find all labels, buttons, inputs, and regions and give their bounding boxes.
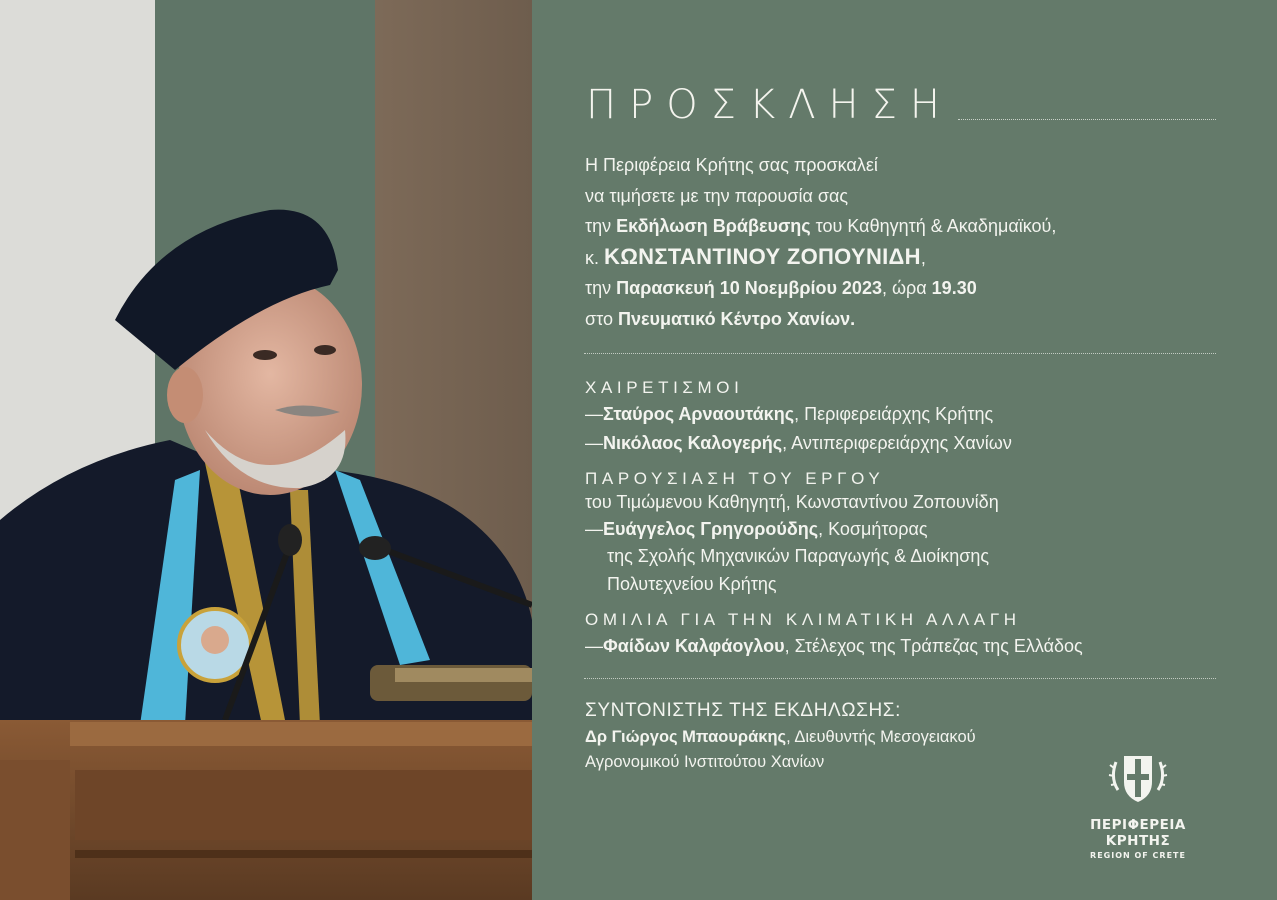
speaker-role-line-2: της Σχολής Μηχανικών Παραγωγής & Διοίκησης: [607, 546, 990, 566]
intro-line-1: Η Περιφέρεια Κρήτης σας προσκαλεί: [585, 155, 878, 175]
coordinator-role: , Διευθυντής Μεσογειακού: [786, 728, 976, 746]
intro-line-3: [585, 211, 1056, 242]
climate-speaker: [585, 636, 1083, 657]
presentation-speaker: [585, 519, 928, 540]
honoree-comma: ,: [920, 247, 926, 268]
date-prefix: την: [585, 278, 617, 298]
greeting-item: [585, 404, 993, 425]
speaker-role: , Στέλεχος της Τράπεζας της Ελλάδος: [784, 636, 1083, 656]
greeting-role: , Περιφερειάρχης Κρήτης: [794, 404, 994, 424]
greeting-name: Σταύρος Αρναουτάκης: [603, 404, 795, 424]
intro-line-3-suffix: του Καθηγητή & Ακαδημαϊκού,: [810, 216, 1057, 236]
coordinator-heading: ΣΥΝΤΟΝΙΣΤΗΣ ΤΗΣ ΕΚΔΗΛΩΣΗΣ:: [585, 700, 902, 721]
region-of-crete-logo: [1058, 748, 1218, 860]
honoree-name: ΚΩΝΣΤΑΝΤΙΝΟΥ ΖΟΠΟΥΝΙΔΗ: [604, 243, 921, 269]
honoree-prefix: κ.: [585, 247, 605, 268]
dash: —: [585, 433, 603, 453]
event-name: Εκδήλωση Βράβευσης: [616, 216, 811, 236]
coordinator-name: Δρ Γιώργος Μπαουράκης: [585, 728, 787, 746]
invitation-intro: [585, 150, 1056, 334]
speaker-role: , Κοσμήτορας: [818, 519, 928, 539]
coordinator-line-2: Αγρονομικού Ινστιτούτου Χανίων: [585, 753, 825, 771]
dash: —: [585, 519, 603, 539]
section-divider: [584, 678, 1216, 679]
time-prefix: , ώρα: [881, 278, 932, 298]
intro-line-3-prefix: την: [585, 216, 617, 236]
intro-line-6: [585, 304, 1056, 335]
dash: —: [585, 636, 603, 656]
invitation-panel: [532, 0, 1277, 900]
event-venue: Πνευματικό Κέντρο Χανίων.: [617, 308, 856, 329]
greeting-role: , Αντιπεριφερειάρχης Χανίων: [782, 433, 1012, 453]
dash: —: [585, 404, 603, 424]
speaker-role-line-3: Πολυτεχνείου Κρήτης: [607, 574, 777, 594]
venue-prefix: στο: [585, 308, 618, 329]
intro-line-5: [585, 273, 1056, 304]
coordinator-line-1: [585, 728, 976, 747]
intro-line-4: [585, 242, 1056, 274]
logo-subtitle: REGION OF CRETE: [1090, 851, 1186, 860]
invitation-title: ΠΡΟΣΚΛΗΣΗ: [586, 82, 953, 128]
presentation-heading: ΠΑΡΟΥΣΙΑΣΗ ΤΟΥ ΕΡΓΟΥ: [585, 469, 885, 488]
speaker-name: Φαίδων Καλφάογλου: [603, 636, 785, 656]
speaker-name: Ευάγγελος Γρηγορούδης: [603, 519, 819, 539]
title-divider: [958, 119, 1216, 120]
greetings-heading: ΧΑΙΡΕΤΙΣΜΟΙ: [585, 378, 744, 397]
intro-line-2: να τιμήσετε με την παρουσία σας: [585, 185, 849, 206]
event-time: 19.30: [931, 278, 977, 298]
event-date: Παρασκευή 10 Νοεμβρίου 2023: [616, 278, 882, 298]
logo-name: ΠΕΡΙΦΕΡΕΙΑ ΚΡΗΤΗΣ: [1090, 817, 1186, 849]
greeting-item: [585, 433, 1012, 454]
greek-coat-of-arms-icon: [1106, 748, 1170, 808]
climate-heading: ΟΜΙΛΙΑ ΓΙΑ ΤΗΝ ΚΛΙΜΑΤΙΚΗ ΑΛΛΑΓΗ: [585, 610, 1021, 629]
speaker-photo: [0, 0, 532, 900]
greeting-name: Νικόλαος Καλογερής: [603, 433, 783, 453]
section-divider: [584, 353, 1216, 354]
presentation-subtitle: του Τιμώμενου Καθηγητή, Κωνσταντίνου Ζοπουνίδη: [585, 492, 999, 512]
